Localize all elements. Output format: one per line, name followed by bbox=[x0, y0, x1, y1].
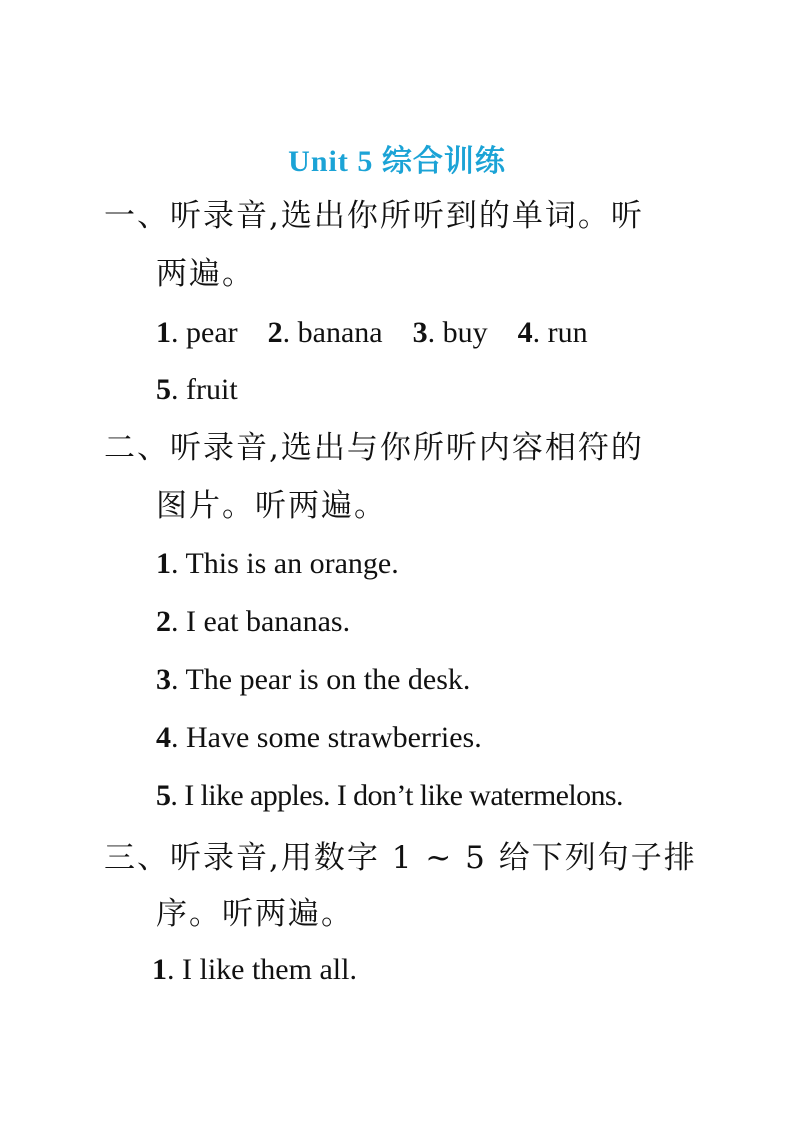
sentence-item: 2. I eat bananas. bbox=[156, 605, 351, 638]
sentence-item: 1. I like them all. bbox=[152, 953, 357, 986]
page-title: Unit 5 综合训练 bbox=[288, 145, 506, 178]
section-2-heading-continuation: 图片。听两遍。 bbox=[156, 488, 387, 524]
sentence-item: 5. I like apples. I don’t like watermelons. bbox=[156, 779, 623, 812]
section-3-heading: 三、听录音,用数字 1 ~ 5 给下列句子排 bbox=[104, 840, 697, 876]
word-item: 4. run bbox=[517, 316, 588, 349]
section-3-heading-continuation: 序。听两遍。 bbox=[156, 896, 354, 932]
sentence-item: 3. The pear is on the desk. bbox=[156, 663, 471, 696]
sentence-item: 1. This is an orange. bbox=[156, 547, 399, 580]
section-1-word-row bbox=[156, 313, 588, 353]
word-item: 1. pear bbox=[156, 316, 238, 349]
word-item: 5. fruit bbox=[156, 373, 238, 406]
section-1-heading-continuation: 两遍。 bbox=[156, 256, 255, 292]
sentence-item: 4. Have some strawberries. bbox=[156, 721, 482, 754]
word-item: 2. banana bbox=[267, 316, 383, 349]
section-1-heading: 一、听录音,选出你所听到的单词。听 bbox=[104, 198, 644, 234]
word-item: 3. buy bbox=[412, 316, 488, 349]
section-2-heading: 二、听录音,选出与你所听内容相符的 bbox=[104, 430, 644, 466]
